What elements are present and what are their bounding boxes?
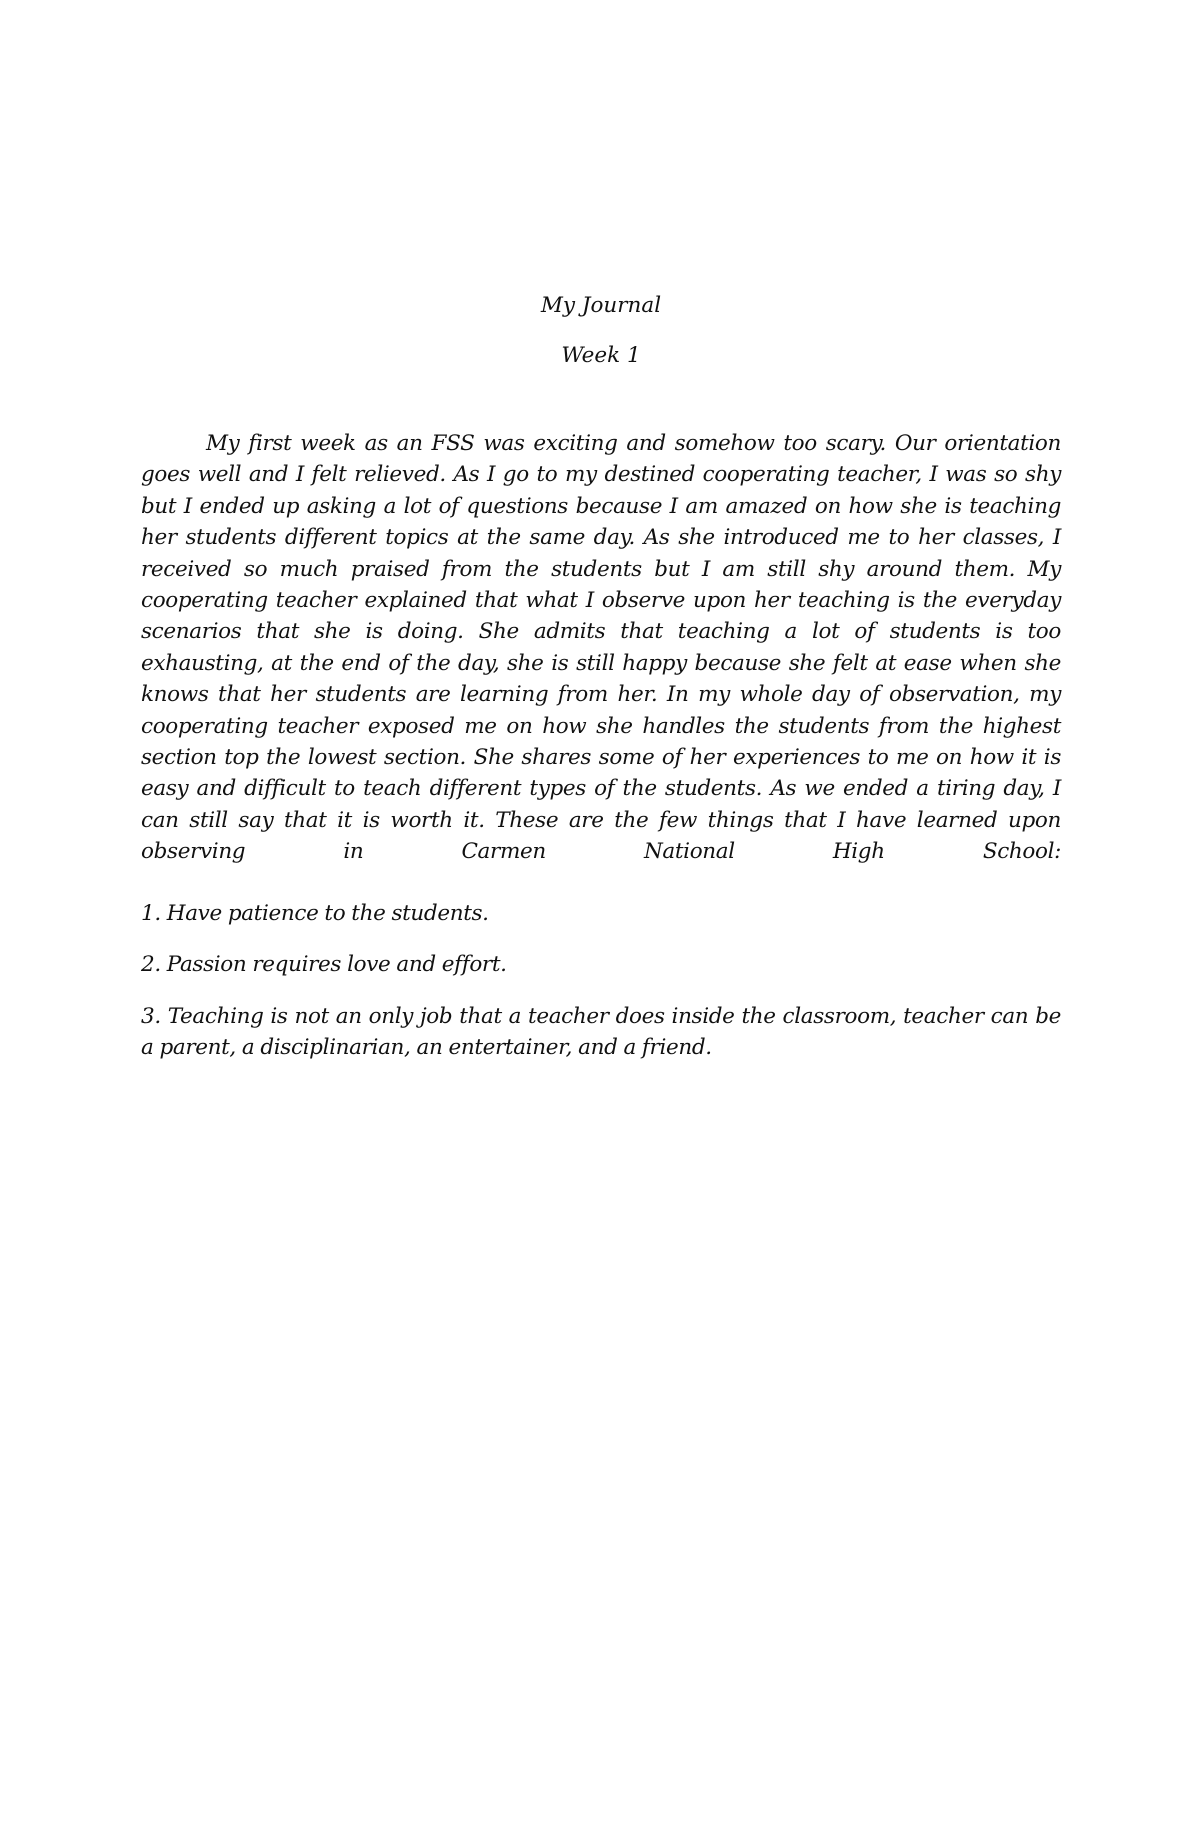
list-item: 1. Have patience to the students. — [141, 900, 489, 926]
list-item: 3. Teaching is not an only job that a teacher does inside the classroom, teacher can be a parent, a disciplinarian, an entertainer, and a friend. — [141, 1003, 1061, 1060]
journal-paragraph: My first week as an FSS was exciting and somehow too scary. Our orientation goes well and I felt relieved. As I go to my destined cooperating teacher, I was so shy but I ended up asking a lot of questions because I am amazed on how she is teaching her students different topics at the same day. As she introduced me to her classes, I received so much praised from the students but I am still shy around them. My cooperating teacher explained that what I observe upon her teaching is the everyday scenarios that she is doing. She admits that teaching a lot of students is too exhausting, at the end of the day, she is still happy because she felt at ease when she knows that her students are learning from her. In my whole day of observation, my cooperating teacher exposed me on how she handles the students from the highest section top the lowest section. She shares some of her experiences to me on how it is easy and difficult to teach different types of the students. As we ended a tiring day, I can still say that it is worth it. These are the few things that I have learned upon observing in Carmen National High School: — [141, 431, 1061, 865]
document-content — [141, 290, 1061, 1083]
list-item: 2. Passion requires love and effort. — [141, 952, 507, 978]
lessons-list — [141, 898, 1061, 1064]
document-title: My Journal — [540, 293, 662, 318]
document-subtitle: Week 1 — [561, 343, 641, 368]
